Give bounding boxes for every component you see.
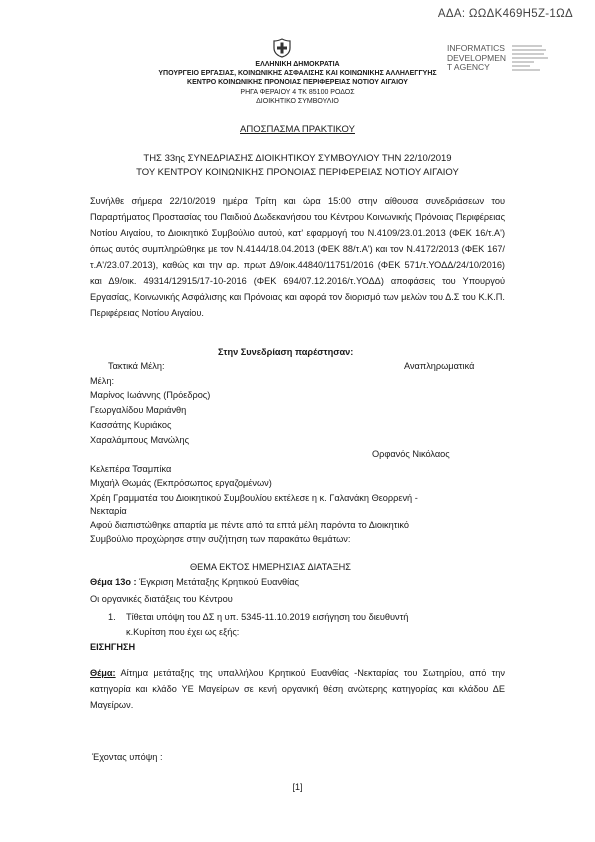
center-title: ΤΟΥ ΚΕΝΤΡΟΥ ΚΟΙΝΩΝΙΚΗΣ ΠΡΟΝΟΙΑΣ ΠΕΡΙΦΕΡΕΙΑΣ ΝΟΤΙΟΥ ΑΙΓΑΙΟΥ — [136, 167, 459, 178]
subject-text: Αίτημα μετάταξης της υπαλλήλου Κρητικού Ευανθίας -Νεκταρίας του Σωτηρίου, από την κατηγορία και κλάδο ΥΕ Μαγείρων σε κενή οργανική θέση ανώτερης κατηγορίας και κλάδου ΔΕ Μαγείρων. — [90, 668, 506, 710]
greek-emblem-icon — [272, 38, 292, 58]
member-5: Κελεπέρα Τσαμπίκα — [90, 464, 172, 474]
member-2: Γεωργαλίδου Μαριάνθη — [90, 405, 187, 415]
considering-label: Έχοντας υπόψη : — [92, 752, 163, 762]
stamp-fine-print — [512, 44, 552, 74]
members-label: Μέλη: — [90, 376, 115, 386]
agenda-heading: ΘΕΜΑ ΕΚΤΟΣ ΗΜΕΡΗΣΙΑΣ ΔΙΑΤΑΞΗΣ — [190, 562, 351, 572]
subject-paragraph — [90, 665, 505, 713]
session-title: ΤΗΣ 33ης ΣΥΝΕΔΡΙΑΣΗΣ ΔΙΟΙΚΗΤΙΚΟΥ ΣΥΜΒΟΥΛΙΟΥ ΤΗΝ 22/10/2019 — [143, 153, 452, 164]
present-heading: Στην Συνεδρίαση παρέστησαν: — [218, 347, 354, 357]
header-line-1: ΕΛΛΗΝΙΚΗ ΔΗΜΟΚΡΑΤΙΑ — [255, 61, 340, 68]
item-line-1: Τίθεται υπόψη του ΔΣ η υπ. 5345-11.10.2019 εισήγηση του διευθυντή — [126, 612, 409, 622]
document-title: ΑΠΟΣΠΑΣΜΑ ΠΡΑΚΤΙΚΟΥ — [240, 124, 355, 135]
member-4: Χαραλάμπους Μανώλης — [90, 435, 190, 445]
member-3: Κασσάτης Κυριάκος — [90, 420, 172, 430]
subject-label: Θέμα: — [90, 668, 116, 678]
page-number: [1] — [292, 782, 303, 792]
topic-line — [90, 576, 299, 588]
ada-code: ΑΔΑ: ΩΩΔΚ469Η5Ζ-1ΩΔ — [437, 8, 573, 20]
header-line-5: ΔΙΟΙΚΗΤΙΚΟ ΣΥΜΒΟΥΛΙΟ — [256, 98, 339, 105]
secretary-line-1: Χρέη Γραμματέα του Διοικητικού Συμβουλίου εκτέλεσε η κ. Γαλανάκη Θεορρενή - — [90, 493, 418, 503]
secretary-line-2: Νεκταρία — [90, 506, 127, 516]
header-line-2: ΥΠΟΥΡΓΕΙΟ ΕΡΓΑΣΙΑΣ, ΚΟΙΝΩΝΙΚΗΣ ΑΣΦΑΛΙΣΗΣ ΚΑΙ ΚΟΙΝΩΝΙΚΗΣ ΑΛΛΗΛΕΓΓΥΗΣ — [158, 70, 437, 77]
quorum-line-1: Αφού διαπιστώθηκε απαρτία με πέντε από τα επτά μέλη παρόντα το Διοικητικό — [90, 520, 410, 530]
topic-text: Έγκριση Μετάταξης Κρητικού Ευανθίας — [139, 577, 299, 587]
header-line-3: ΚΕΝΤΡΟ ΚΟΙΝΩΝΙΚΗΣ ΠΡΟΝΟΙΑΣ ΠΕΡΙΦΕΡΕΙΑΣ ΝΟΤΙΟΥ ΑΙΓΑΙΟΥ — [187, 79, 408, 86]
eisigisi-heading: ΕΙΣΗΓΗΣΗ — [90, 642, 136, 652]
item-number: 1. — [108, 612, 116, 622]
alternate-member: Ορφανός Νικόλαος — [372, 449, 450, 459]
regular-members-label: Τακτικά Μέλη: — [108, 361, 165, 371]
intro-paragraph: Συνήλθε σήμερα 22/10/2019 ημέρα Τρίτη και ώρα 15:00 στην αίθουσα συνεδριάσεων του Παραρτήματος Προστασίας του Παιδιού Δωδεκανήσου του Κέντρου Κοινωνικής Πρόνοιας Περιφέρειας Νοτίου Αιγαίου, το Διοικητικό Συμβούλιο αυτού, κατ' εφαρμογή του Ν.4109/23.01.2013 (ΦΕΚ 16/τ.Α') όπως αυτός συμπληρώθηκε με τον Ν.4144/18.04.2013 (ΦΕΚ 88/τ.Α') και τον Ν.4172/2013 (ΦΕΚ 167/τ.Α'/23.07.2013), καθώς και την αρ. πρωτ Δ9/οικ.44840/11751/2016 (ΦΕΚ 571/τ.ΥΟΔΔ/24/10/2016) και Δ9/οικ. 49314/12915/17-10-2016 (ΦΕΚ 694/07.12.2016/τ.ΥΟΔΔ) αποφάσεις του Υπουργού Εργασίας, Κοινωνικής Ασφάλισης και Πρόνοιας και αφορά τον διορισμό των μελών του Δ.Σ του Κ.Κ.Π. Περιφέρειας Νοτίου Αιγαίου. — [90, 196, 505, 318]
member-6: Μιχαήλ Θωμάς (Εκπρόσωπος εργαζομένων) — [90, 478, 272, 488]
alternate-members-label: Αναπληρωματικά — [404, 361, 475, 371]
member-1: Μαρίνος Ιωάννης (Πρόεδρος) — [90, 390, 211, 400]
topic-label: Θέμα 13ο : — [90, 577, 137, 587]
header-line-4: ΡΗΓΑ ΦΕΡΑΙΟΥ 4 ΤΚ 85100 ΡΟΔΟΣ — [240, 89, 355, 96]
stamp-text: INFORMATICS DEVELOPMEN T AGENCY — [447, 43, 507, 72]
organizational-line: Οι οργανικές διατάξεις του Κέντρου — [90, 594, 233, 604]
item-line-2: κ.Κυρίτση που έχει ως εξής: — [126, 627, 240, 637]
quorum-line-2: Συμβούλιο προχώρησε στην συζήτηση των παρακάτω θεμάτων: — [90, 534, 351, 544]
